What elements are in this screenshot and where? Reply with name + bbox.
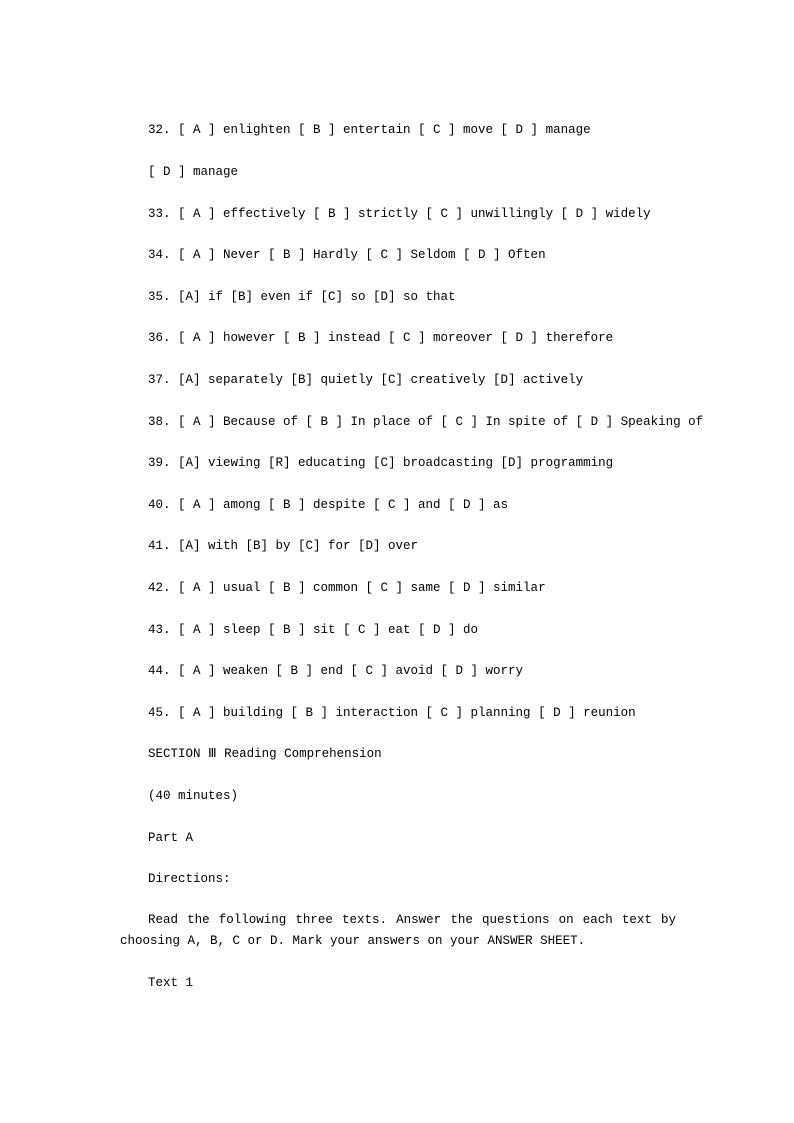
- question-37-options: 37. [A] separately [B] quietly [C] creatively [D] actively: [148, 373, 584, 387]
- question-38-options: 38. [ A ] Because of [ B ] In place of [ C ] In spite of [ D ] Speaking of: [148, 415, 704, 429]
- question-43-options: 43. [ A ] sleep [ B ] sit [ C ] eat [ D ] do: [148, 623, 479, 637]
- question-39-options: 39. [A] viewing [R] educating [C] broadcasting [D] programming: [148, 456, 614, 470]
- question-35-options: 35. [A] if [B] even if [C] so [D] so that: [148, 290, 456, 304]
- question-44-options: 44. [ A ] weaken [ B ] end [ C ] avoid [ D ] worry: [148, 664, 524, 678]
- section-duration: (40 minutes): [148, 789, 239, 803]
- question-40-options: 40. [ A ] among [ B ] despite [ C ] and [ D ] as: [148, 498, 509, 512]
- text-heading: Text 1: [148, 976, 194, 990]
- question-42-options: 42. [ A ] usual [ B ] common [ C ] same [ D ] similar: [148, 581, 546, 595]
- directions-paragraph-line-2: choosing A, B, C or D. Mark your answers on your ANSWER SHEET.: [120, 934, 586, 948]
- question-33-options: 33. [ A ] effectively [ B ] strictly [ C ] unwillingly [ D ] widely: [148, 207, 651, 221]
- question-41-options: 41. [A] with [B] by [C] for [D] over: [148, 539, 419, 553]
- directions-heading: Directions:: [148, 872, 231, 886]
- question-32-options: 32. [ A ] enlighten [ B ] entertain [ C ] move [ D ] manage: [148, 123, 591, 137]
- section-heading: SECTION Ⅲ Reading Comprehension: [148, 747, 382, 761]
- question-45-options: 45. [ A ] building [ B ] interaction [ C ] planning [ D ] reunion: [148, 706, 636, 720]
- question-32-extra-line: [ D ] manage: [148, 165, 239, 179]
- question-34-options: 34. [ A ] Never [ B ] Hardly [ C ] Seldom [ D ] Often: [148, 248, 546, 262]
- question-36-options: 36. [ A ] however [ B ] instead [ C ] moreover [ D ] therefore: [148, 331, 614, 345]
- directions-paragraph: [120, 910, 676, 952]
- directions-paragraph-line-1: Read the following three texts. Answer the questions on each text by: [148, 913, 676, 927]
- part-heading: Part A: [148, 831, 194, 845]
